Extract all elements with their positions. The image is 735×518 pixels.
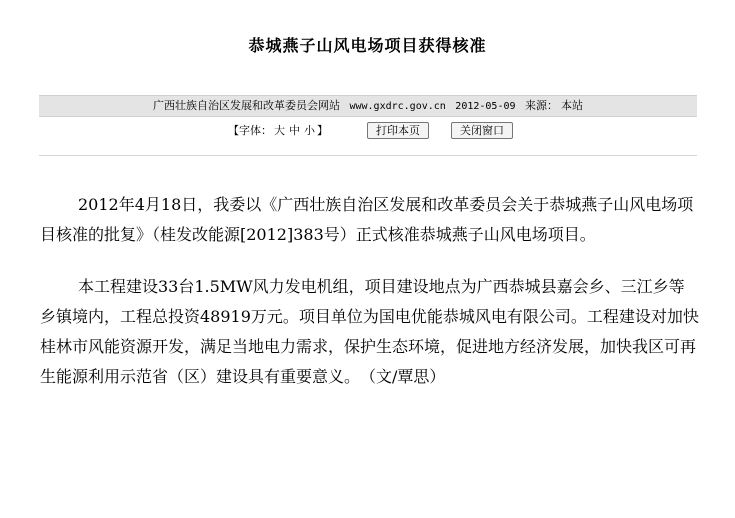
source-info xyxy=(525,99,583,112)
font-size-medium-link[interactable]: 中 xyxy=(289,124,300,137)
source-value: 本站 xyxy=(561,99,584,112)
font-size-selector xyxy=(228,121,328,141)
divider xyxy=(39,155,697,156)
paragraph-1: 2012年4月18日，我委以《广西壮族自治区发展和改革委员会关于恭城燕子山风电场项目核准的批复》（桂发改能源[2012]383号）正式核准恭城燕子山风电场项目。 xyxy=(40,195,694,244)
font-size-small-link[interactable]: 小 xyxy=(304,124,315,137)
article-controls xyxy=(0,121,735,141)
source-label: 来源： xyxy=(525,99,559,112)
site-url: www.gxdrc.gov.cn xyxy=(349,101,446,112)
article-meta-bar xyxy=(39,95,697,117)
article-body xyxy=(40,190,700,414)
close-window-button[interactable]: 关闭窗口 xyxy=(451,122,513,139)
font-size-large-link[interactable]: 大 xyxy=(274,124,285,137)
print-page-button[interactable]: 打印本页 xyxy=(367,122,429,139)
article-title: 恭城燕子山风电场项目获得核准 xyxy=(248,36,487,55)
publish-date: 2012-05-09 xyxy=(455,101,516,112)
font-size-label-close: 】 xyxy=(317,124,328,137)
font-size-label-open: 【字体： xyxy=(228,124,272,137)
source-site: 广西壮族自治区发展和改革委员会网站 xyxy=(152,99,340,112)
paragraph-2: 本工程建设33台1.5MW风力发电机组，项目建设地点为广西恭城县嘉会乡、三江乡等乡镇境内，工程总投资48919万元。项目单位为国电优能恭城风电有限公司。工程建设对加快桂林市风能资源开发，满足当地电力需求，保护生态环境，促进地方经济发展，加快我区可再生能源利用示范省（区）建设具有重要意义。 （文/覃思） xyxy=(40,277,699,386)
